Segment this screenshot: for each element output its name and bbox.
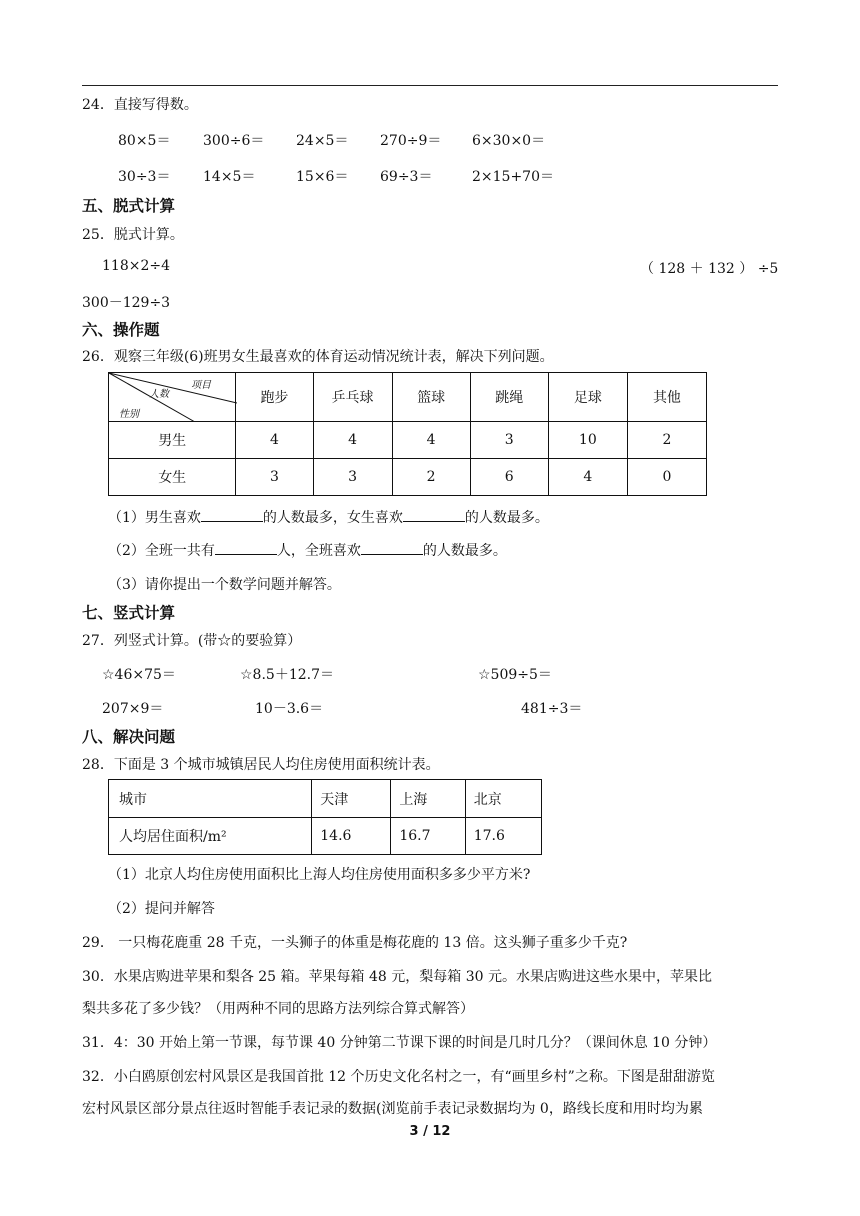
- q24-item: 14×5＝: [203, 169, 256, 185]
- table-cell: 17.6: [465, 818, 541, 855]
- q26-part3: （3）请你提出一个数学问题并解答。: [108, 577, 341, 593]
- table-row: [109, 818, 542, 855]
- corner-label-gender: 性别: [119, 409, 139, 420]
- q25-expr: （ 128 ＋ 132 ） ÷5: [640, 261, 779, 277]
- q26-p1-text: （1）男生喜欢: [108, 510, 201, 526]
- table-header-cell: 城市: [109, 780, 312, 818]
- answer-blank[interactable]: [215, 540, 277, 555]
- table-cell: 16.7: [391, 818, 465, 855]
- q27-item: 10－3.6＝: [255, 701, 324, 717]
- q26-title: 26．观察三年级(6)班男女生最喜欢的体育运动情况统计表，解决下列问题。: [82, 349, 554, 365]
- sports-table: [108, 372, 707, 496]
- q24-item: 2×15+70＝: [472, 169, 554, 185]
- q27-item: ☆509÷5＝: [478, 667, 552, 683]
- page-number: 3 / 12: [409, 1124, 451, 1139]
- q28-title: 28．下面是 3 个城市城镇居民人均住房使用面积统计表。: [82, 757, 440, 773]
- table-cell: 0: [627, 459, 706, 496]
- q30-line: 梨共多花了多少钱？（用两种不同的思路方法列综合算式解答）: [82, 1001, 474, 1017]
- q24-item: 30÷3＝: [118, 169, 171, 185]
- row-label: 男生: [109, 422, 236, 459]
- table-header-cell: 上海: [391, 780, 465, 818]
- section-title: 七、竖式计算: [82, 604, 176, 622]
- answer-blank[interactable]: [403, 507, 465, 522]
- q24-item: 6×30×0＝: [472, 133, 546, 149]
- q27-item: 207×9＝: [102, 701, 164, 717]
- q25-title: 25．脱式计算。: [82, 227, 184, 243]
- table-cell: 4: [313, 422, 392, 459]
- table-header-cell: 足球: [548, 373, 627, 422]
- answer-blank[interactable]: [201, 507, 263, 522]
- q25-expr: 300－129÷3: [82, 295, 171, 311]
- q24-item: 24×5＝: [296, 133, 349, 149]
- table-cell: 14.6: [312, 818, 391, 855]
- q26-part2: [108, 540, 507, 560]
- q24-item: 300÷6＝: [203, 133, 265, 149]
- q24-item: 69÷3＝: [380, 169, 433, 185]
- q24-item: 270÷9＝: [380, 133, 442, 149]
- section-title: 五、脱式计算: [82, 197, 176, 215]
- table-header-cell: 乒乓球: [313, 373, 392, 422]
- table-header-cell: 跳绳: [470, 373, 548, 422]
- table-cell: 3: [236, 459, 313, 496]
- table-cell: 4: [392, 422, 470, 459]
- table-cell: 10: [548, 422, 627, 459]
- q27-item: ☆8.5＋12.7＝: [240, 667, 334, 683]
- q30-line: 30．水果店购进苹果和梨各 25 箱。苹果每箱 48 元，梨每箱 30 元。水果店购进这些水果中，苹果比: [82, 969, 712, 985]
- table-cell: 2: [392, 459, 470, 496]
- q26-p2-text: 的人数最多。: [422, 543, 507, 559]
- table-cell: 4: [236, 422, 313, 459]
- q27-title: 27．列竖式计算。(带☆的要验算）: [82, 633, 302, 649]
- table-header-cell: 篮球: [392, 373, 470, 422]
- table-row: [109, 422, 707, 459]
- q26-p1-text: 的人数最多，女生喜欢: [262, 510, 403, 526]
- table-header-cell: 北京: [465, 780, 541, 818]
- table-cell: 3: [313, 459, 392, 496]
- q26-p2-text: （2）全班一共有: [108, 543, 215, 559]
- q27-item: ☆46×75＝: [102, 667, 176, 683]
- table-row: [109, 459, 707, 496]
- table-cell: 4: [548, 459, 627, 496]
- q27-item: 481÷3＝: [521, 701, 583, 717]
- corner-label-item: 项目: [191, 380, 211, 391]
- q24-title: 24．直接写得数。: [82, 97, 198, 113]
- q28-part2: （2）提问并解答: [108, 901, 215, 917]
- table-header-cell: 天津: [312, 780, 391, 818]
- q26-p2-text: 人，全班喜欢: [276, 543, 361, 559]
- corner-label-people: 人数: [149, 389, 169, 400]
- table-cell: 6: [470, 459, 548, 496]
- section-title: 六、操作题: [82, 321, 160, 339]
- table-corner-cell: [109, 373, 236, 422]
- q28-part1: （1）北京人均住房使用面积比上海人均住房使用面积多多少平方米?: [108, 867, 531, 883]
- table-header-cell: 跑步: [236, 373, 313, 422]
- q24-item: 15×6＝: [296, 169, 349, 185]
- row-label: 女生: [109, 459, 236, 496]
- q26-p1-text: 的人数最多。: [464, 510, 549, 526]
- q26-part1: [108, 507, 549, 527]
- table-cell: 2: [627, 422, 706, 459]
- q32-line: 宏村风景区部分景点往返时智能手表记录的数据(浏览前手表记录数据均为 0，路线长度和用时均为累: [82, 1101, 703, 1117]
- housing-table: [108, 779, 542, 855]
- q24-item: 80×5＝: [118, 133, 171, 149]
- q29: 29． 一只梅花鹿重 28 千克，一头狮子的体重是梅花鹿的 13 倍。这头狮子重多少千克?: [82, 935, 628, 951]
- table-cell: 3: [470, 422, 548, 459]
- row-label: 人均居住面积/m²: [109, 818, 312, 855]
- section-title: 八、解决问题: [82, 728, 176, 746]
- header-rule: [82, 85, 778, 86]
- table-header-cell: 其他: [627, 373, 706, 422]
- q25-expr: 118×2÷4: [102, 258, 170, 274]
- answer-blank[interactable]: [361, 540, 423, 555]
- q31: 31．4：30 开始上第一节课，每节课 40 分钟第二节课下课的时间是几时几分？（课间休息 10 分钟）: [82, 1035, 717, 1051]
- q32-line: 32．小白鸥原创宏村风景区是我国首批 12 个历史文化名村之一，有“画里乡村”之称。下图是甜甜游览: [82, 1069, 715, 1085]
